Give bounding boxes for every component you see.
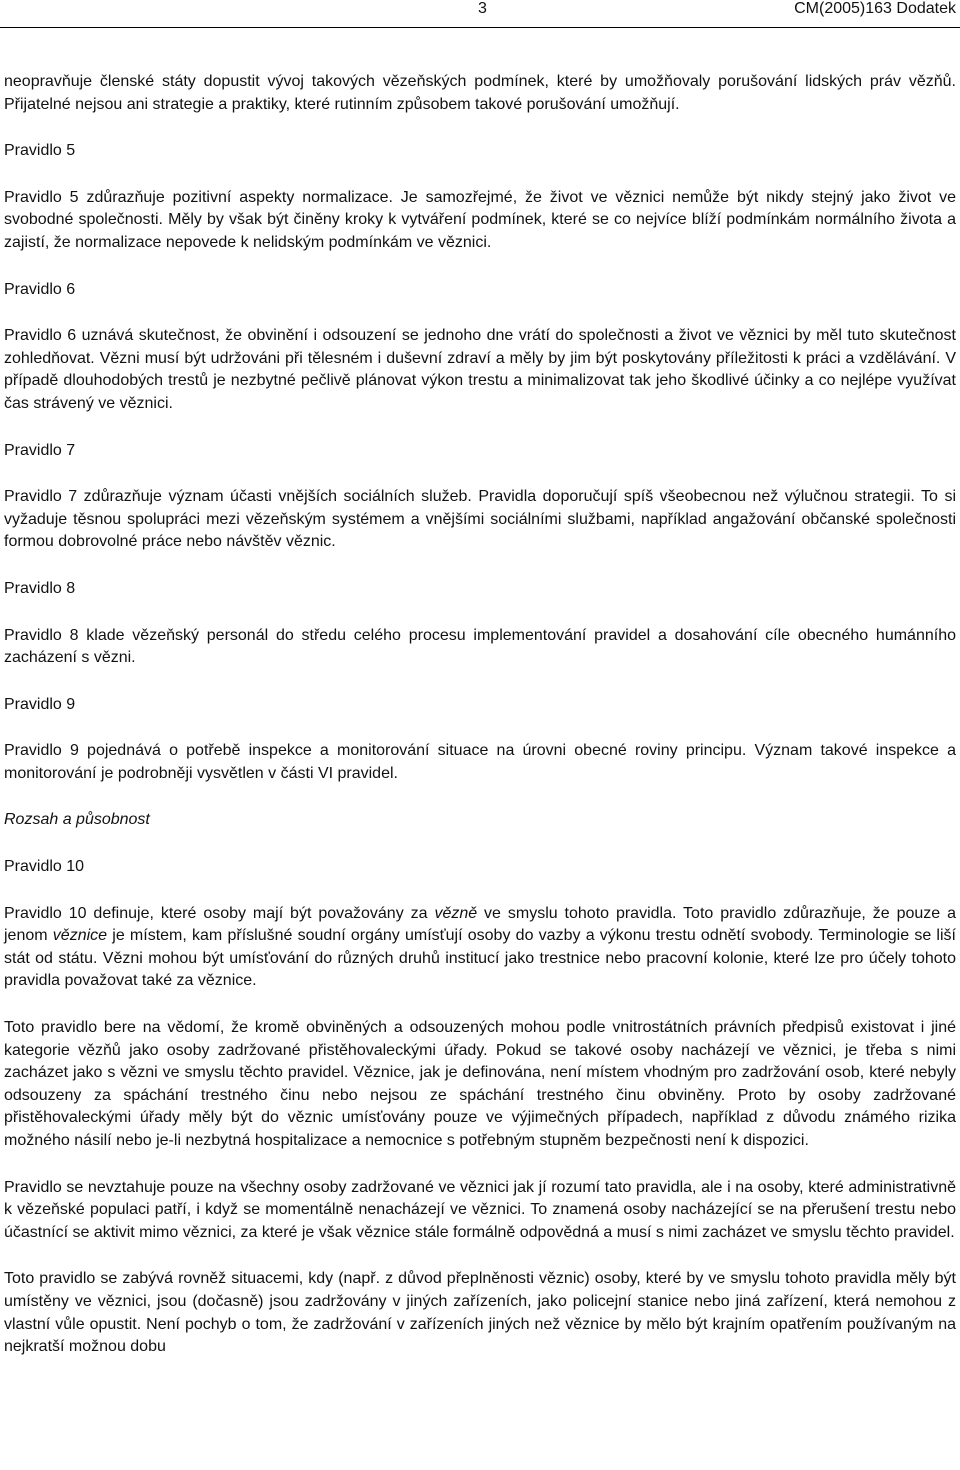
document-reference: CM(2005)163 Dodatek: [794, 0, 956, 17]
document-body: [4, 71, 956, 1359]
paragraph-rule-8: Pravidlo 8 klade vězeňský personál do středu celého procesu implementování pravidel a dosahování cíle obecného humánního zacházení s vězni.: [4, 626, 956, 667]
paragraph-rule-10-definition: [4, 903, 956, 993]
paragraph-rule-10-other-facilities: Toto pravidlo se zabývá rovněž situacemi, kdy (např. z důvod přeplněnosti věznic) osoby, které by ve smyslu tohoto pravidla měly být umístěny ve věznici, jsou (dočasně) jsou zadržovány v jiných zařízeních, jako policejní stanice nebo jiná zařízení, která nemohou z vlastní vůle opustit. Není pochyb o tom, že zadržování v zařízeních jiných než věznice by mělo být krajním opatřením používaným na nejkratší možnou dobu: [4, 1270, 956, 1356]
heading-rule-8: Pravidlo 8: [4, 579, 76, 597]
heading-rule-6: Pravidlo 6: [4, 280, 76, 298]
paragraph-rule-10-categories: Toto pravidlo bere na vědomí, že kromě obviněných a odsouzených mohou podle vnitrostátních právních předpisů existovat i jiné kategorie vězňů jako osoby zadržované přistěhovaleckými úřady. Pokud se takové osoby nacházejí ve věznici, je třeba s nimi zacházet jako s vězni ve smyslu těchto pravidel. Věznice, jak je definována, není místem vhodným pro zadržování osob, které nebyly odsouzeny za spáchání trestného činu nebo nejsou ze spáchání trestného činu obviněny. Proto by osoby zadržované přistěhovaleckými úřady měly být do věznic umísťovány pouze ve výjimečných případech, například z důvodu známého rizika možného násilí nebo je-li nezbytná hospitalizace a nemocnice s potřebným stupněm bezpečnosti není k dispozici.: [4, 1019, 956, 1149]
page-header: [0, 0, 960, 28]
header-rule: [0, 27, 960, 28]
heading-rule-5: Pravidlo 5: [4, 142, 76, 160]
paragraph-rule-10-scope: Pravidlo se nevztahuje pouze na všechny osoby zadržované ve věznici jak jí rozumí tato pravidla, ale i na osoby, které administrativně k vězeňské populaci patří, i když se momentálně nenacházejí ve věznici. To znamená osoby nacházející se na přerušení trestu nebo účastnící se aktivit mimo věznici, za které je však věznice stále formálně odpovědná a musí s nimi zacházet ve smyslu těchto pravidel.: [4, 1178, 956, 1241]
term-prisoners: vězně: [434, 904, 478, 922]
text-run: Pravidlo 10 definuje, které osoby mají být považovány za: [4, 904, 435, 922]
paragraph-intro: neopravňuje členské státy dopustit vývoj takových vězeňských podmínek, které by umožňovaly porušování lidských práv vězňů. Přijatelné nejsou ani strategie a praktiky, které rutinním způsobem takové porušování umožňují.: [4, 73, 956, 113]
paragraph-rule-6: Pravidlo 6 uznává skutečnost, že obvinění i odsouzení se jednoho dne vrátí do společnosti a život ve věznici by měl tuto skutečnost zohledňovat. Vězni musí být udržováni při tělesném i duševní zdraví a měly by jim být poskytovány příležitosti k práci a vzdělávání. V případě dlouhodobých trestů je nezbytné pečlivě plánovat výkon trestu a minimalizovat tak jeho škodlivé účinky a co nejlépe využívat čas strávený ve věznici.: [4, 327, 956, 412]
heading-rule-10: Pravidlo 10: [4, 858, 85, 876]
paragraph-rule-5: Pravidlo 5 zdůrazňuje pozitivní aspekty normalizace. Je samozřejmé, že život ve věznici nemůže být nikdy stejný jako život ve svobodné společnosti. Měly by však být činěny kroky k vytváření podmínek, které se co nejvíce blíží podmínkám normálního života a zajistí, že normalizace nepovede k nelidským podmínkám ve věznici.: [4, 188, 956, 251]
page-number: 3: [478, 0, 487, 17]
section-heading-scope: Rozsah a působnost: [4, 811, 150, 829]
paragraph-rule-9: Pravidlo 9 pojednává o potřebě inspekce a monitorování situace na úrovni obecné roviny principu. Význam takové inspekce a monitorování je podrobněji vysvětlen v části VI pravidel.: [4, 742, 956, 782]
text-run: je místem, kam příslušné soudní orgány umísťují osoby do vazby a výkonu trestu odnětí svobody. Terminologie se liší stát od státu. Vězni mohou být umísťování do různých druhů institucí jako trestnice nebo pracovní kolonie, které lze pro účely tohoto pravidla považovat také za věznice.: [4, 927, 956, 990]
heading-rule-7: Pravidlo 7: [4, 441, 76, 459]
text-run: ve smyslu tohoto pravidla. Toto pravidlo zdůrazňuje, že pouze a jenom: [4, 904, 956, 945]
paragraph-rule-7: Pravidlo 7 zdůrazňuje význam účasti vnějších sociálních služeb. Pravidla doporučují spíš všeobecnou než výlučnou strategii. To si vyžaduje těsnou spolupráci mezi vězeňským systémem a vnějšími sociálními službami, například angažování občanské společnosti formou dobrovolné práce nebo návštěv věznic.: [4, 488, 956, 551]
heading-rule-9: Pravidlo 9: [4, 695, 76, 713]
term-prison: věznice: [52, 927, 108, 945]
